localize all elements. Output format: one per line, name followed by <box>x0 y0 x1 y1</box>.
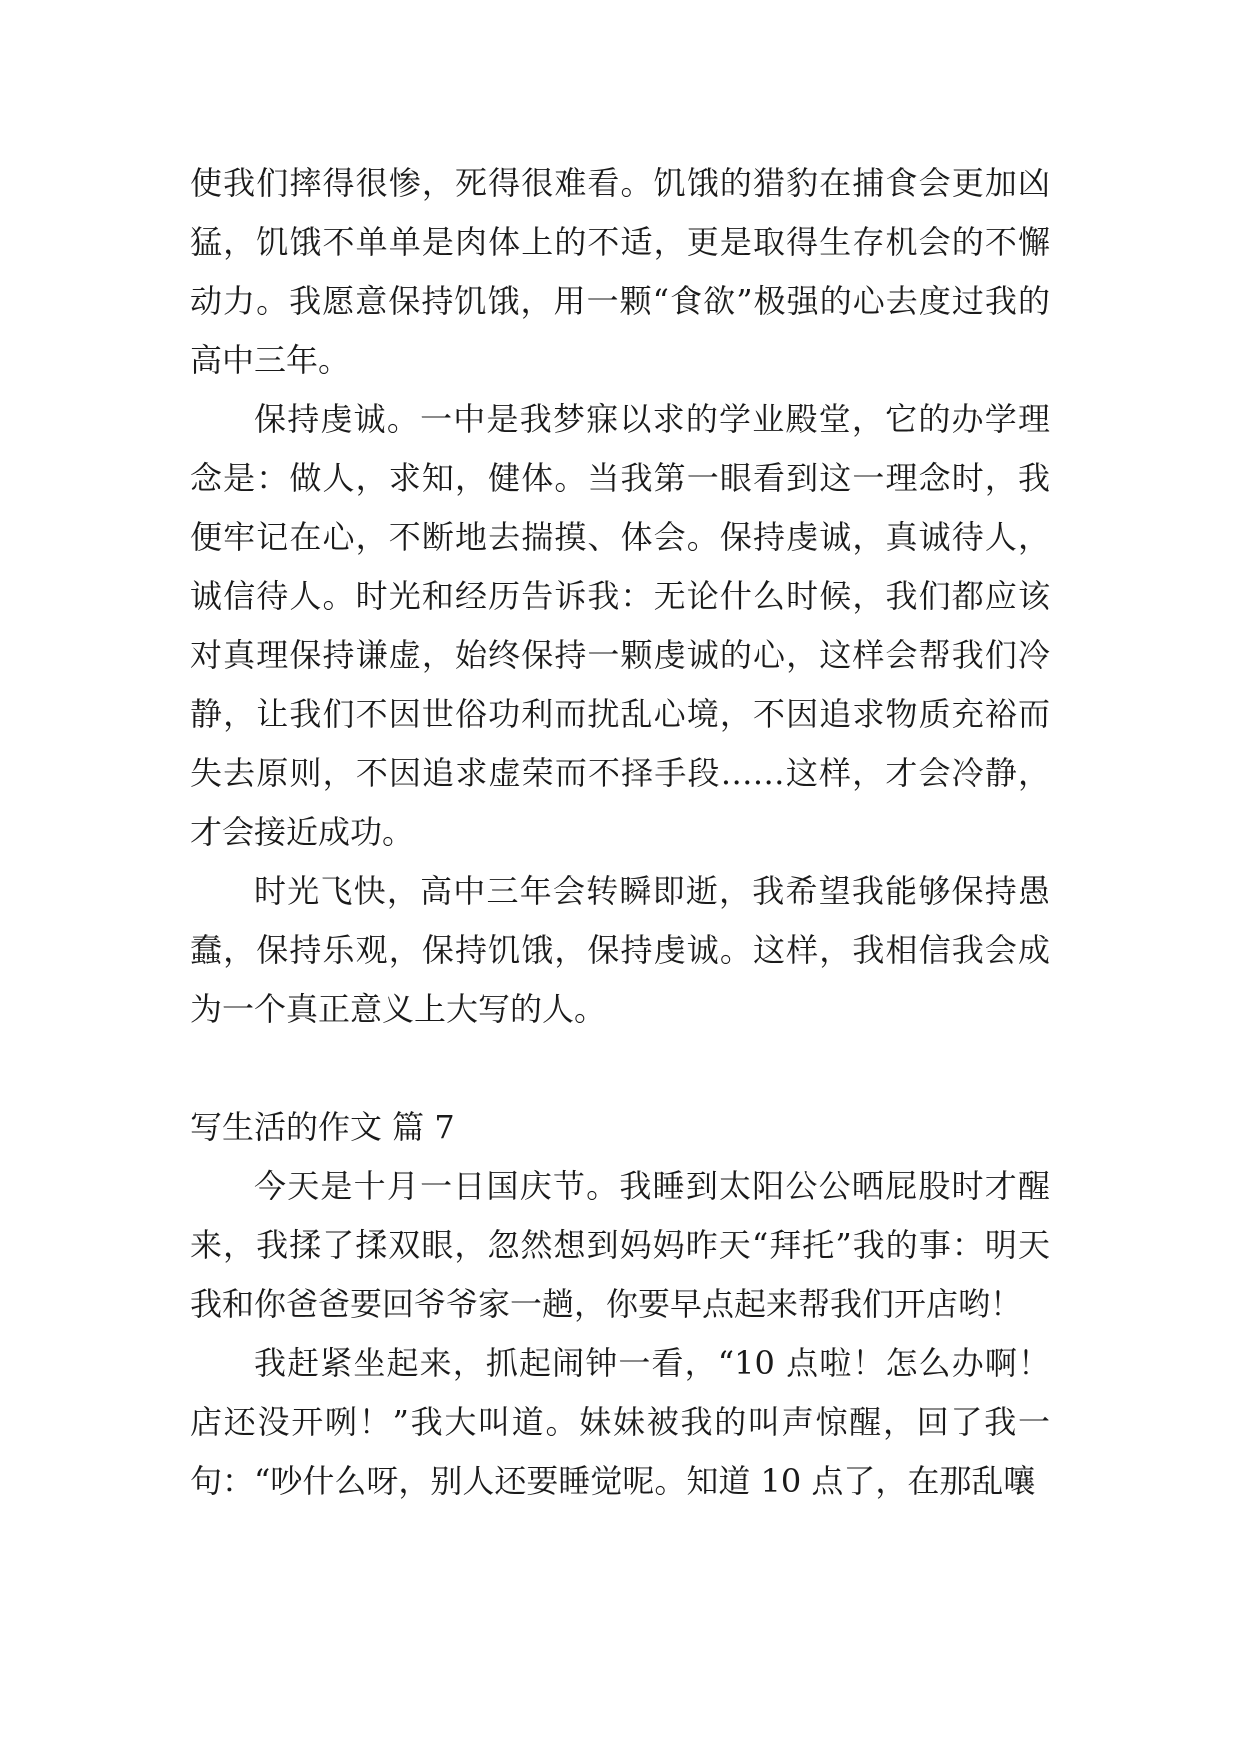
paragraph-alarm-clock: 我赶紧坐起来，抓起闹钟一看，“10 点啦！怎么办啊！店还没开咧！”我大叫道。妹妹被我的叫声惊醒，回了我一句：“吵什么呀，别人还要睡觉呢。知道 10 点了，在那乱嚷 <box>190 1344 1050 1500</box>
paragraph-continued: 使我们摔得很惨，死得很难看。饥饿的猎豹在捕食会更加凶猛，饥饿不单单是肉体上的不适，更是取得生存机会的不懈动力。我愿意保持饥饿，用一颗“食欲”极强的心去度过我的高中三年。 <box>190 164 1050 379</box>
section-spacer <box>190 1039 1050 1098</box>
paragraph-national-day: 今天是十月一日国庆节。我睡到太阳公公晒屁股时才醒来，我揉了揉双眼，忽然想到妈妈昨天“拜托”我的事：明天我和你爸爸要回爷爷家一趟，你要早点起来帮我们开店哟！ <box>190 1167 1050 1323</box>
paragraph-piety: 保持虔诚。一中是我梦寐以求的学业殿堂，它的办学理念是：做人，求知，健体。当我第一眼看到这一理念时，我便牢记在心，不断地去揣摸、体会。保持虔诚，真诚待人，诚信待人。时光和经历告诉我：无论什么时候，我们都应该对真理保持谦虚，始终保持一颗虔诚的心，这样会帮我们冷静，让我们不因世俗功利而扰乱心境，不因追求物质充裕而失去原则，不因追求虚荣而不择手段……这样，才会冷静，才会接近成功。 <box>190 400 1050 851</box>
document-body <box>190 154 1050 1511</box>
paragraph-conclusion: 时光飞快，高中三年会转瞬即逝，我希望我能够保持愚蠢，保持乐观，保持饥饿，保持虔诚。这样，我相信我会成为一个真正意义上大写的人。 <box>190 872 1050 1028</box>
section-heading: 写生活的作文 篇 7 <box>190 1108 455 1146</box>
